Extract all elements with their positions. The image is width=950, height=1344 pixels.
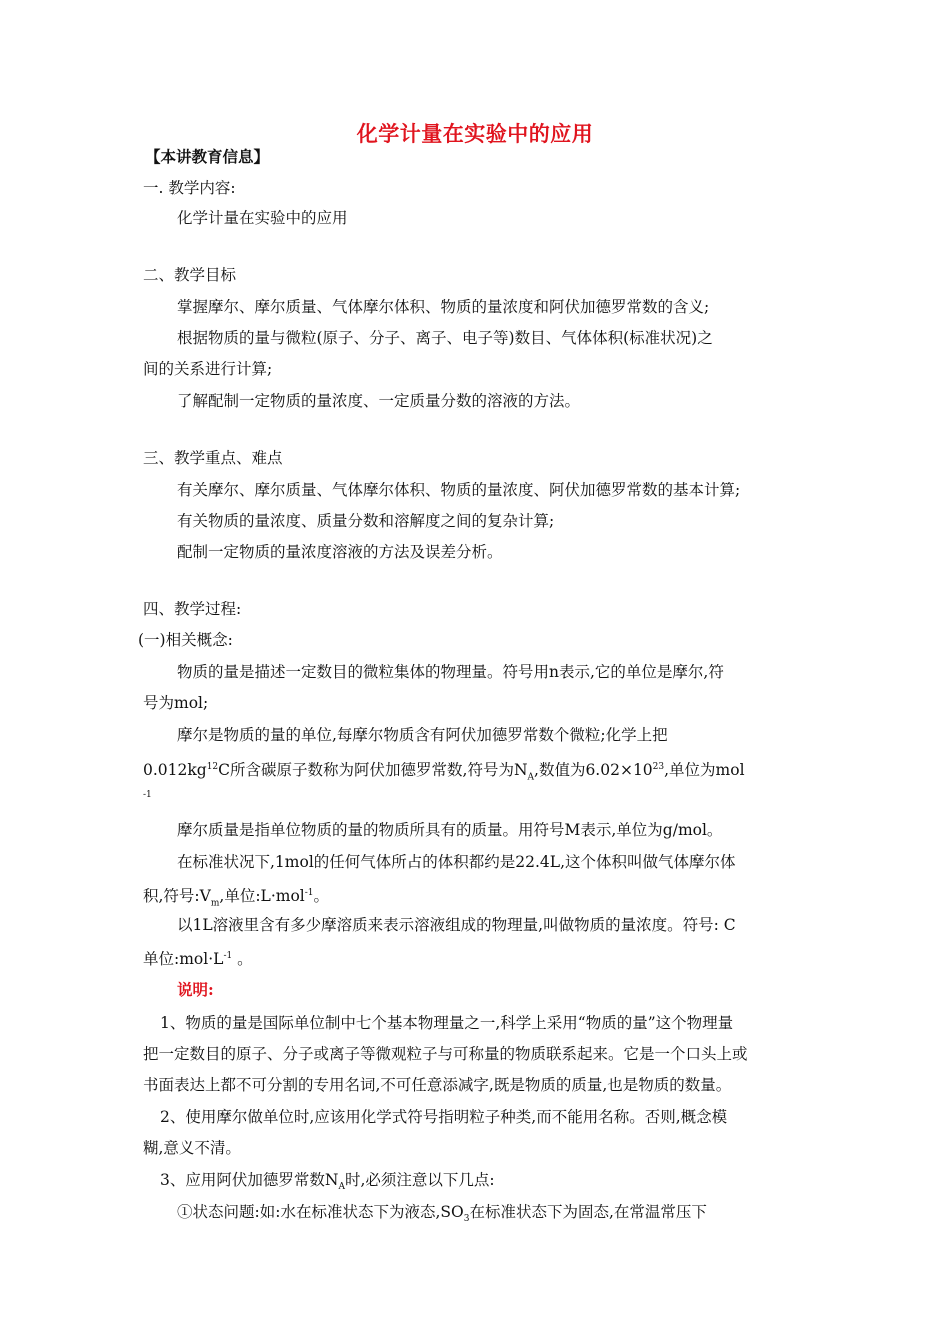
concept-1-line-2: 号为mol; [143, 694, 209, 712]
section-2-line-1: 掌握摩尔、摩尔质量、气体摩尔体积、物质的量浓度和阿伏加德罗常数的含义; [177, 298, 710, 316]
section-2-line-3: 间的关系进行计算; [143, 360, 273, 378]
section-3-line-1: 有关摩尔、摩尔质量、气体摩尔体积、物质的量浓度、阿伏加德罗常数的基本计算; [177, 481, 741, 499]
note-2-line-2: 糊,意义不清。 [143, 1139, 241, 1157]
section-4-heading: 四、教学过程: [143, 600, 242, 618]
section-3-line-2: 有关物质的量浓度、质量分数和溶解度之间的复杂计算; [177, 512, 555, 530]
note-label: 说明: [177, 980, 214, 999]
concept-3-line: 摩尔质量是指单位物质的量的物质所具有的质量。用符号M表示,单位为g/mol。 [177, 821, 723, 839]
page-title: 化学计量在实验中的应用 [356, 121, 594, 146]
concept-2-line-2: $0.012kg^{12}C$所含碳原子数称为阿伏加德罗常数,符号为$N_A$,数值为$6.02\times 10^{23}$,单位为mol [143, 761, 745, 783]
section-2-heading: 二、教学目标 [143, 266, 237, 284]
section-1-text: 化学计量在实验中的应用 [177, 209, 348, 227]
concept-5-line-1: 以1L溶液里含有多少摩溶质来表示溶液组成的物理量,叫做物质的量浓度。符号: C [177, 916, 736, 934]
note-4-line: ①状态问题:如:水在标准状态下为液态$,SO_3$在标准状态下为固态,在常温常压下 [177, 1203, 707, 1225]
section-2-line-4: 了解配制一定物质的量浓度、一定质量分数的溶液的方法。 [177, 392, 581, 410]
concept-4-line-1: 在标准状况下,1mol的任何气体所占的体积都约是22.4L,这个体积叫做气体摩尔体 [177, 853, 736, 871]
concept-2-line-1: 摩尔是物质的量的单位,每摩尔物质含有阿伏加德罗常数个微粒;化学上把 [177, 726, 668, 744]
concept-1-line-1: 物质的量是描述一定数目的微粒集体的物理量。符号用n表示,它的单位是摩尔,符 [177, 663, 724, 681]
section-2-line-2: 根据物质的量与微粒(原子、分子、离子、电子等)数目、气体体积(标准状况)之 [177, 329, 713, 347]
note-1-line-2: 把一定数目的原子、分子或离子等微观粒子与可称量的物质联系起来。它是一个口头上或 [143, 1045, 748, 1063]
concept-2-line-3: -1 [143, 790, 152, 800]
concept-5-line-2: 单位$:mol\cdot L^{-1}$ 。 [143, 950, 253, 969]
note-2-line-1: 2、使用摩尔做单位时,应该用化学式符号指明粒子种类,而不能用名称。否则,概念模 [160, 1108, 728, 1126]
note-1-line-3: 书面表达上都不可分割的专用名词,不可任意添减字,既是物质的质量,也是物质的数量。 [143, 1076, 732, 1094]
section-4-subheading: (一)相关概念: [138, 631, 233, 649]
section-3-heading: 三、教学重点、难点 [143, 449, 283, 467]
concept-4-line-2: 积,符号$:V_m$,单位:L·mol$^{-1}$。 [143, 887, 330, 909]
info-header: 【本讲教育信息】 [145, 147, 270, 166]
section-1-heading: 一. 教学内容: [143, 179, 236, 197]
section-3-line-3: 配制一定物质的量浓度溶液的方法及误差分析。 [177, 543, 503, 561]
note-3-line: 3、应用阿伏加德罗常数$N_A$时,必须注意以下几点: [160, 1171, 495, 1193]
note-1-line-1: 1、物质的量是国际单位制中七个基本物理量之一,科学上采用“物质的量”这个物理量 [160, 1014, 734, 1032]
